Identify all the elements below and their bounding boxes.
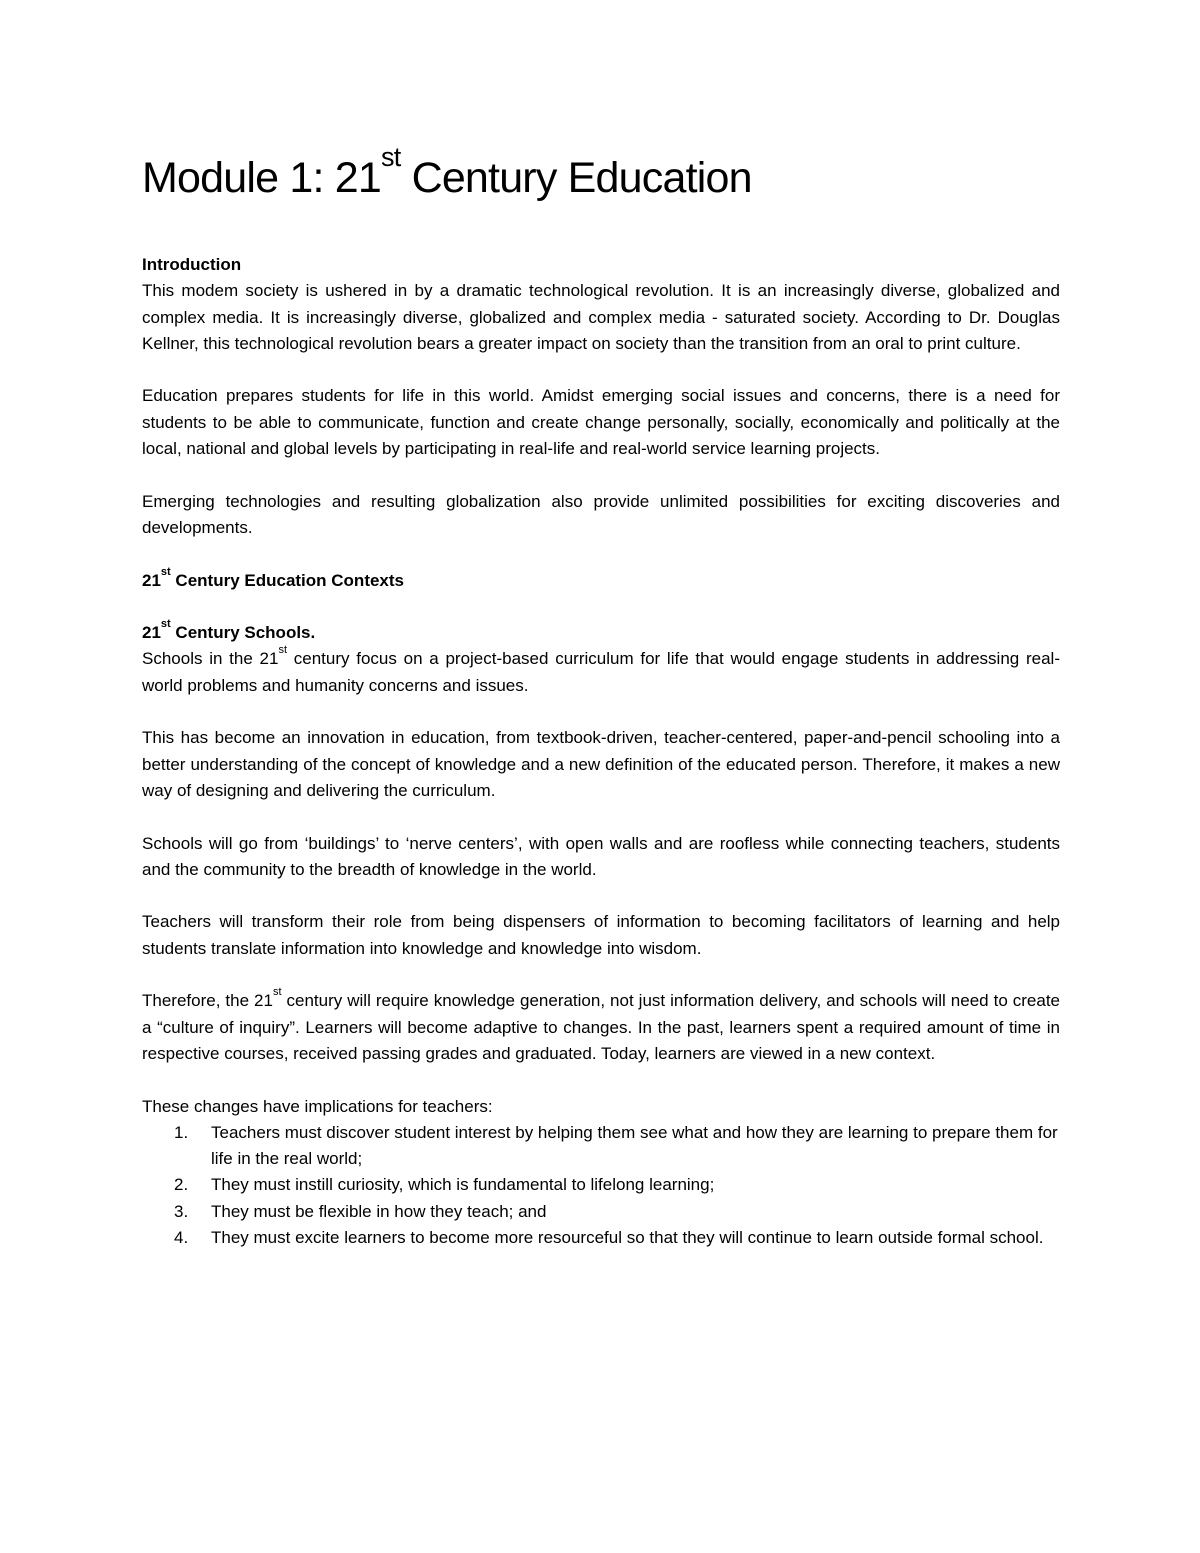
schools-paragraph-1: Schools in the 21st century focus on a project-based curriculum for life that would engage students in addressing real-world problems and humanity concerns and issues.: [142, 644, 1060, 695]
intro-paragraph-2: Education prepares students for life in this world. Amidst emerging social issues and concerns, there is a need for students to be able to communicate, function and create change personally, socially, economically and politically at the local, national and global levels by participating in real-life and real-world service learning projects.: [142, 386, 1060, 459]
schools-paragraph-3: Schools will go from ‘buildings’ to ‘nerve centers’, with open walls and are roofless while connecting teachers, students and the community to the breadth of knowledge in the world.: [142, 833, 1060, 879]
intro-paragraph-1: This modem society is ushered in by a dramatic technological revolution. It is an increasingly diverse, globalized and complex media. It is increasingly diverse, globalized and complex media - saturated society. According to Dr. Douglas Kellner, this technological revolution bears a greater impact on society than the transition from an oral to print culture.: [142, 281, 1060, 353]
implications-list: [142, 1120, 1060, 1251]
list-item-text: Teachers must discover student interest by helping them see what and how they are learning to prepare them for life in the real world;: [211, 1122, 1058, 1169]
list-item-number: 4.: [174, 1227, 189, 1247]
list-item-number: 3.: [174, 1201, 189, 1221]
intro-paragraph-3: Emerging technologies and resulting globalization also provide unlimited possibilities for exciting discoveries and developments.: [142, 491, 1060, 537]
list-item-text: They must be flexible in how they teach; and: [211, 1201, 547, 1221]
list-item: [142, 1172, 1060, 1198]
page-title: Module 1: 21st Century Education: [142, 142, 752, 202]
list-item: [142, 1120, 1060, 1173]
contexts-heading: 21st Century Education Contexts: [142, 565, 405, 590]
list-item: [142, 1199, 1060, 1225]
list-item-text: They must excite learners to become more resourceful so that they will continue to learn outside formal school.: [211, 1227, 1044, 1247]
list-item-text: They must instill curiosity, which is fundamental to lifelong learning;: [211, 1175, 715, 1195]
introduction-heading: Introduction: [142, 255, 242, 274]
list-item: [142, 1225, 1060, 1251]
document-page: [142, 142, 1061, 1251]
schools-heading: 21st Century Schools.: [142, 618, 316, 643]
schools-paragraph-5: Therefore, the 21st century will require knowledge generation, not just information delivery, and schools will need to create a “culture of inquiry”. Learners will become adaptive to changes. In the past, learners spent a required amount of time in respective courses, received passing grades and graduated. Today, learners are viewed in a new context.: [142, 986, 1061, 1063]
list-intro: These changes have implications for teachers:: [142, 1096, 493, 1116]
schools-paragraph-2: This has become an innovation in education, from textbook-driven, teacher-centered, paper-and-pencil schooling into a better understanding of the concept of knowledge and a new definition of the educated person. Therefore, it makes a new way of designing and delivering the curriculum.: [142, 728, 1060, 800]
list-item-number: 2.: [174, 1175, 189, 1195]
schools-paragraph-4: Teachers will transform their role from being dispensers of information to becoming facilitators of learning and help students translate information into knowledge and knowledge into wisdom.: [142, 912, 1060, 958]
list-item-number: 1.: [174, 1122, 189, 1142]
